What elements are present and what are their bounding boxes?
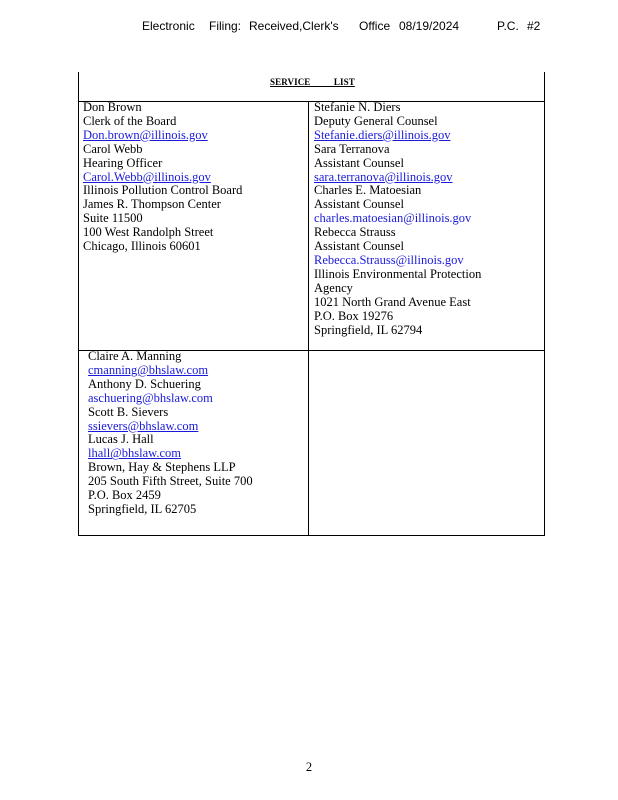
page-number: 2: [305, 760, 313, 774]
email-link-anthony-schuering[interactable]: aschuering@bhslaw.com: [88, 390, 213, 405]
address-line: 100 West Randolph Street: [83, 225, 214, 240]
address-line: 1021 North Grand Avenue East: [314, 294, 471, 309]
email-link-stefanie-diers[interactable]: Stefanie.diers@illinois.gov: [314, 127, 451, 142]
column-divider-top: [308, 101, 309, 351]
header-pc-number: #2: [527, 19, 541, 33]
contact-name: Sara Terranova: [314, 141, 390, 156]
contact-name: Don Brown: [83, 100, 142, 114]
email-link-carol-webb[interactable]: Carol.Webb@illinois.gov: [83, 169, 211, 184]
contact-title: Assistant Counsel: [314, 155, 404, 170]
header-office: Office: [359, 19, 391, 33]
cell-pollution-control-board: [83, 101, 242, 254]
address-line: 205 South Fifth Street, Suite 700: [88, 474, 253, 489]
email-link-rebecca-strauss[interactable]: Rebecca.Strauss@illinois.gov: [314, 252, 464, 267]
email-link-charles-matoesian[interactable]: charles.matoesian@illinois.gov: [314, 211, 472, 226]
header-electronic: Electronic: [142, 19, 195, 33]
service-list-table: [78, 72, 545, 536]
email-link-claire-manning[interactable]: cmanning@bhslaw.com: [88, 362, 209, 377]
contact-name: Anthony D. Schuering: [88, 376, 201, 391]
contact-title: Assistant Counsel: [314, 197, 404, 212]
contact-title: Deputy General Counsel: [314, 113, 438, 128]
address-line: P.O. Box 2459: [88, 488, 161, 503]
contact-name: Charles E. Matoesian: [314, 183, 422, 198]
organization-name-cont: Agency: [314, 280, 353, 295]
header-date: 08/19/2024: [399, 19, 460, 33]
address-line: P.O. Box 19276: [314, 308, 394, 323]
contact-name: Claire A. Manning: [88, 349, 182, 363]
service-list-title: SERVICE LIST: [270, 77, 355, 87]
organization-name: Brown, Hay & Stephens LLP: [88, 460, 236, 475]
column-divider-bottom: [308, 351, 309, 535]
header-received-clerks: Received,Clerk's: [249, 19, 339, 33]
address-line: Chicago, Illinois 60601: [83, 239, 201, 254]
cell-brown-hay-stephens: [88, 350, 253, 517]
email-link-don-brown[interactable]: Don.brown@illinois.gov: [83, 127, 208, 142]
service-list-title-row: [79, 72, 544, 102]
filing-stamp-header: [0, 19, 618, 35]
organization-name: Illinois Environmental Protection: [314, 266, 482, 281]
address-line: James R. Thompson Center: [83, 197, 221, 212]
address-line: Springfield, IL 62705: [88, 501, 197, 516]
contact-name: Rebecca Strauss: [314, 225, 396, 240]
email-link-sara-terranova[interactable]: sara.terranova@illinois.gov: [314, 169, 453, 184]
contact-title: Hearing Officer: [83, 155, 163, 170]
contact-title: Clerk of the Board: [83, 113, 177, 128]
cell-environmental-protection-agency: [314, 101, 481, 337]
header-filing: Filing:: [209, 19, 242, 33]
address-line: Suite 11500: [83, 211, 143, 226]
contact-name: Scott B. Sievers: [88, 404, 169, 419]
organization-name: Illinois Pollution Control Board: [83, 183, 243, 198]
address-line: Springfield, IL 62794: [314, 322, 423, 337]
email-link-lucas-hall[interactable]: lhall@bhslaw.com: [88, 446, 181, 461]
contact-name: Lucas J. Hall: [88, 432, 154, 447]
header-pc: P.C.: [497, 19, 519, 33]
contact-name: Carol Webb: [83, 141, 143, 156]
contact-name: Stefanie N. Diers: [314, 100, 401, 114]
contact-title: Assistant Counsel: [314, 239, 404, 254]
email-link-scott-sievers[interactable]: ssievers@bhslaw.com: [88, 418, 199, 433]
